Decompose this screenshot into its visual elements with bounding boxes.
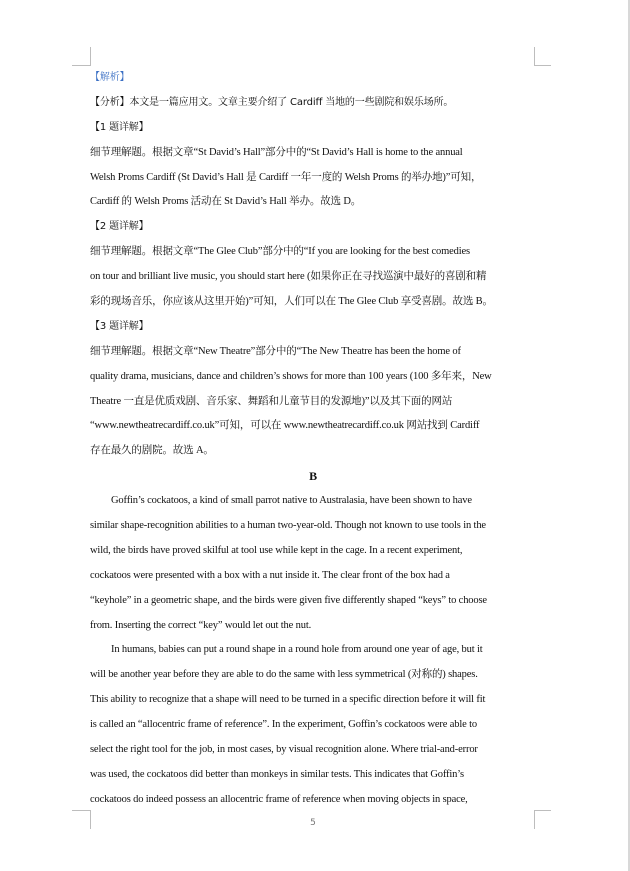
q3-heading: 【3 题详解】 <box>90 320 149 332</box>
q2-heading: 【2 题详解】 <box>90 221 149 233</box>
q3-line: “www.newtheatrecardiff.co.uk”可知，可以在 www.newtheatrecardiff.co.uk 网站找到 Cardiff <box>90 420 480 432</box>
q1-line: 细节理解题。根据文章“St David’s Hall”部分中的“St David’s Hall is home to the annual <box>90 146 463 158</box>
paragraph-line: This ability to recognize that a shape will need to be turned in a specific direction before it will fit <box>90 694 486 706</box>
paragraph-line: is called an “allocentric frame of reference”. In the experiment, Goffin’s cockatoos were able to <box>90 719 477 731</box>
paragraph-line: similar shape-recognition abilities to a human two-year-old. Though not known to use tools in the <box>90 520 486 532</box>
page-number: 5 <box>310 818 316 828</box>
paragraph-line: cockatoos were presented with a box with a nut inside it. The clear front of the box had a <box>90 569 450 581</box>
document-page <box>90 66 536 813</box>
q1-line: Welsh Proms Cardiff (St David’s Hall 是 Cardiff 一年一度的 Welsh Proms 的举办地)”可知， <box>90 171 482 183</box>
section-b-title: B <box>309 469 317 484</box>
margin-corner-top-right <box>534 47 551 66</box>
paragraph-line: In humans, babies can put a round shape in a round hole from around one year of age, but it <box>111 644 483 656</box>
analysis-heading: 【解析】 <box>90 72 130 83</box>
margin-corner-top-left <box>72 47 91 66</box>
q3-line: Theatre 一直是优质戏剧、音乐家、舞蹈和儿童节目的发源地)”以及其下面的网站 <box>90 395 453 407</box>
paragraph-line: was used, the cockatoos did better than monkeys in similar tests. This indicates that Goffin’s <box>90 768 464 780</box>
paragraph-line: will be another year before they are able to do the same with less symmetrical (对称的) shapes. <box>90 669 478 681</box>
paragraph-line: wild, the birds have proved skilful at tool use while kept in the cage. In a recent experiment, <box>90 544 463 556</box>
paragraph-line: cockatoos do indeed possess an allocentric frame of reference when moving objects in space, <box>90 793 468 805</box>
q2-line: 彩的现场音乐，你应该从这里开始)”可知，人们可以在 The Glee Club 享受喜剧。故选 B。 <box>90 296 493 308</box>
paragraph-line: select the right tool for the job, in most cases, by visual recognition alone. Where trial-and-error <box>90 744 478 756</box>
paragraph-line: from. Inserting the correct “key” would let out the nut. <box>90 619 312 631</box>
overview-line: 【分析】本文是一篇应用文。文章主要介绍了 Cardiff 当地的一些剧院和娱乐场所。 <box>90 96 454 108</box>
q1-line: Cardiff 的 Welsh Proms 活动在 St David’s Hall 举办。故选 D。 <box>90 196 362 208</box>
q2-line: on tour and brilliant live music, you should start here (如果你正在寻找巡演中最好的喜剧和精 <box>90 271 487 283</box>
q1-heading: 【1 题详解】 <box>90 121 149 133</box>
paragraph-line: “keyhole” in a geometric shape, and the birds were given five differently shaped “keys” to choose <box>90 594 487 606</box>
paragraph-line: Goffin’s cockatoos, a kind of small parrot native to Australasia, have been shown to have <box>111 495 472 507</box>
q2-line: 细节理解题。根据文章“The Glee Club”部分中的“If you are looking for the best comedies <box>90 246 470 258</box>
q3-line: 细节理解题。根据文章“New Theatre”部分中的“The New Theatre has been the home of <box>90 345 461 357</box>
q3-line: 存在最久的剧院。故选 A。 <box>90 445 214 457</box>
q3-line: quality drama, musicians, dance and children’s shows for more than 100 years (100 多年来，New <box>90 370 492 382</box>
